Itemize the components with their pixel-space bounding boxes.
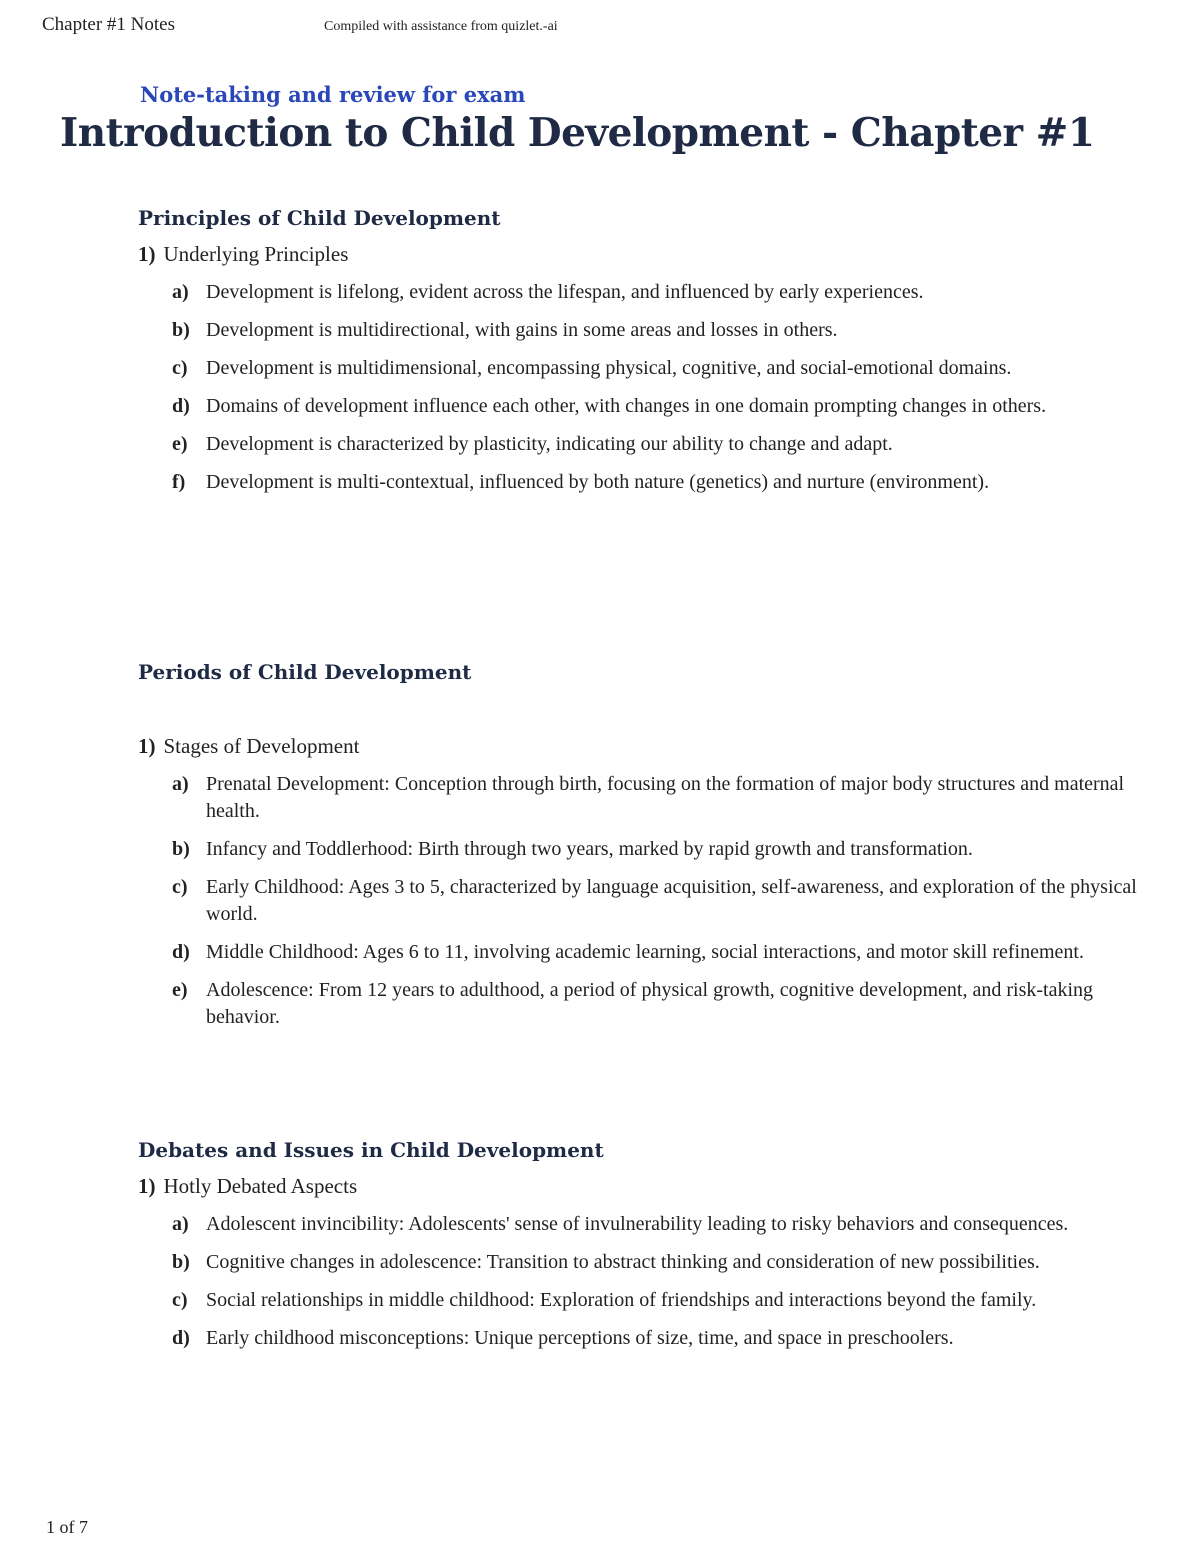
item-text: Cognitive changes in adolescence: Transition to abstract thinking and consideration of new possibilities. [206,1251,1040,1273]
list-item [138,1249,1158,1276]
item-text: Development is multi-contextual, influenced by both nature (genetics) and nurture (environment). [206,471,990,493]
page-header-center: Compiled with assistance from quizlet.-ai [324,19,558,34]
item-letter: e) [172,979,188,1001]
list-item [138,393,1158,420]
section-heading: Debates and Issues in Child Development [138,1138,604,1162]
item-text: Early Childhood: Ages 3 to 5, characterized by language acquisition, self-awareness, and exploration of the physical world. [206,876,1137,925]
item-letter: b) [172,838,190,860]
item-text: Prenatal Development: Conception through birth, focusing on the formation of major body structures and maternal health. [206,773,1125,822]
list-item [138,1325,1158,1352]
list-item [138,734,1158,759]
document-title: Introduction to Child Development - Chapter #1 [60,110,1095,156]
document-subtitle: Note-taking and review for exam [140,82,526,107]
item-number: 1) [138,734,156,758]
page-indicator: 1 of 7 [46,1517,88,1537]
list-item [138,836,1158,863]
item-text: Adolescence: From 12 years to adulthood, a period of physical growth, cognitive development, and risk-taking behavior. [206,979,1094,1028]
item-letter: f) [172,471,186,493]
sub-list [138,771,1158,1031]
item-text: Social relationships in middle childhood: Exploration of friendships and interactions beyond the family. [206,1289,1037,1311]
list-item [138,431,1158,458]
list-item [138,469,1158,496]
section-heading: Periods of Child Development [138,660,472,684]
list-item [138,1174,1158,1199]
list-item [138,355,1158,382]
list-item [138,1287,1158,1314]
item-text: Development is multidimensional, encompassing physical, cognitive, and social-emotional domains. [206,357,1012,379]
item-label: Underlying Principles [163,242,349,266]
item-letter: a) [172,281,189,303]
item-letter: c) [172,1289,188,1311]
item-letter: d) [172,395,190,417]
item-text: Early childhood misconceptions: Unique perceptions of size, time, and space in preschoolers. [206,1327,954,1349]
item-text: Development is multidirectional, with gains in some areas and losses in others. [206,319,838,341]
item-number: 1) [138,1174,156,1198]
item-text: Middle Childhood: Ages 6 to 11, involving academic learning, social interactions, and motor skill refinement. [206,941,1084,963]
item-text: Development is characterized by plasticity, indicating our ability to change and adapt. [206,433,893,455]
list-item [138,771,1158,825]
page-header-left: Chapter #1 Notes [42,14,175,35]
list-item [138,939,1158,966]
item-label: Stages of Development [163,734,360,758]
item-letter: d) [172,1327,190,1349]
list-item [138,874,1158,928]
section-heading: Principles of Child Development [138,206,501,230]
item-letter: a) [172,773,189,795]
item-letter: d) [172,941,190,963]
section-principles [138,206,1158,496]
list-item [138,242,1158,267]
item-letter: c) [172,876,188,898]
section-debates [138,1138,1158,1352]
item-letter: b) [172,1251,190,1273]
item-label: Hotly Debated Aspects [163,1174,358,1198]
item-text: Adolescent invincibility: Adolescents' sense of invulnerability leading to risky behaviors and consequences. [206,1213,1069,1235]
item-text: Development is lifelong, evident across the lifespan, and influenced by early experiences. [206,281,924,303]
section-periods [138,660,1158,1031]
item-number: 1) [138,242,156,266]
sub-list [138,279,1158,496]
sub-list [138,1211,1158,1352]
item-letter: a) [172,1213,189,1235]
item-letter: b) [172,319,190,341]
item-letter: e) [172,433,188,455]
item-text: Infancy and Toddlerhood: Birth through two years, marked by rapid growth and transformation. [206,838,973,860]
item-text: Domains of development influence each other, with changes in one domain prompting changes in others. [206,395,1047,417]
list-item [138,279,1158,306]
list-item [138,977,1158,1031]
list-item [138,1211,1158,1238]
list-item [138,317,1158,344]
item-letter: c) [172,357,188,379]
